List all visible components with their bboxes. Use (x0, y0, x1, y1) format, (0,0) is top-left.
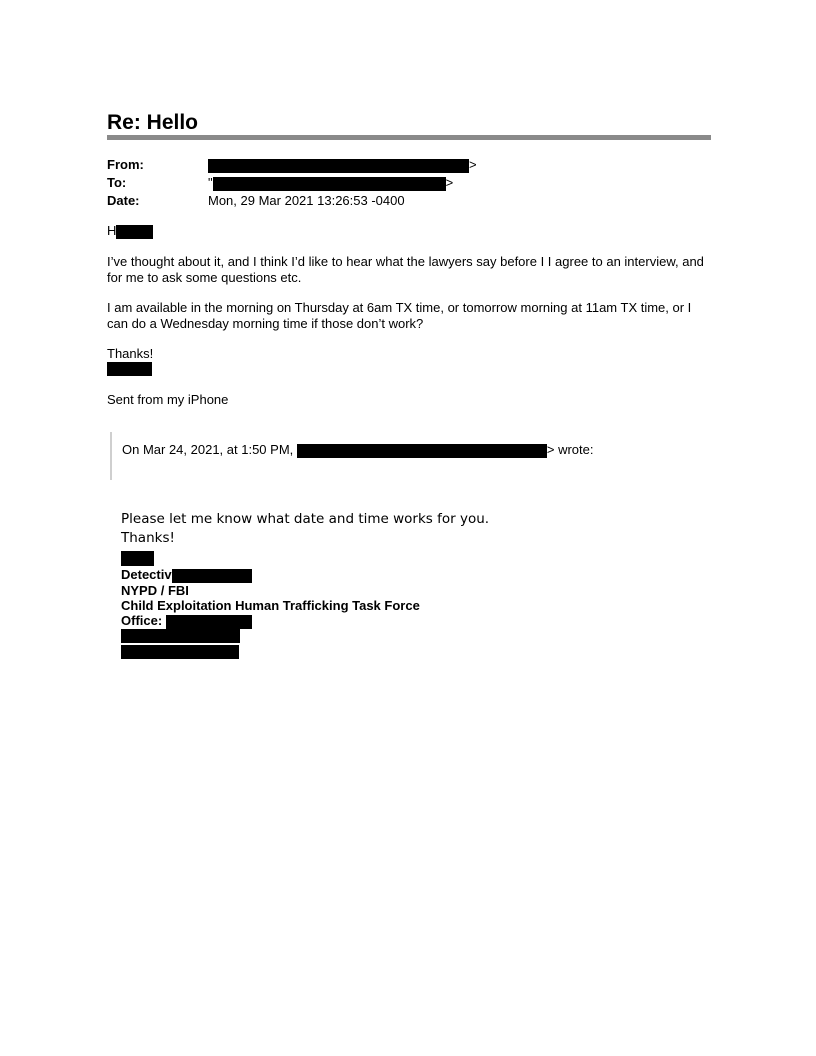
forwarded-message (121, 510, 489, 548)
redaction-bar (107, 362, 152, 376)
signature-agency: NYPD / FBI (121, 583, 189, 598)
date-value: Mon, 29 Mar 2021 13:26:53 -0400 (208, 193, 405, 208)
from-label: From: (107, 157, 144, 172)
redaction-bar (116, 225, 153, 239)
signature-office (121, 613, 252, 629)
sent-from-text: Sent from my iPhone (107, 392, 229, 407)
thanks-text: Thanks! (107, 346, 154, 361)
email-subject: Re: Hello (107, 111, 199, 134)
redaction-bar (297, 444, 547, 458)
redaction-bar (121, 645, 239, 659)
greeting (107, 223, 711, 239)
signature-unit: Child Exploitation Human Trafficking Task Force (121, 598, 420, 613)
redaction-bar (121, 629, 240, 643)
body-paragraph-2: I am available in the morning on Thursday at 6am TX time, or tomorrow morning at 11am TX time, or I can do a Wednesday morning time if those don’t work? (107, 300, 692, 331)
to-prefix: " (208, 175, 213, 190)
date-label: Date: (107, 193, 140, 208)
forwarded-line-1: Please let me know what date and time works for you. (121, 511, 490, 527)
office-label: Office: (121, 613, 163, 628)
quoted-intro-suffix: > wrote: (546, 442, 594, 457)
body-paragraph-1: I’ve thought about it, and I think I’d like to hear what the lawyers say before I I agree to an interview, and for me to ask some questions etc. (107, 254, 704, 285)
redaction-bar (166, 615, 252, 629)
quoted-intro (122, 442, 594, 458)
subject-divider (107, 135, 711, 140)
redaction-bar (121, 551, 154, 566)
redaction-bar (172, 569, 252, 583)
from-suffix: > (469, 157, 477, 172)
from-value (208, 157, 477, 173)
redaction-bar (208, 159, 469, 173)
redaction-bar (213, 177, 446, 191)
greeting-text: H (107, 223, 117, 238)
to-value (208, 175, 453, 191)
forwarded-line-2: Thanks! (121, 530, 175, 546)
quoted-intro-prefix: On Mar 24, 2021, at 1:50 PM, (122, 442, 294, 457)
to-suffix: > (445, 175, 454, 190)
signature-title (121, 567, 252, 583)
quoted-block (110, 432, 712, 480)
to-label: To: (107, 175, 127, 190)
signature-title-text: Detectiv (121, 567, 172, 582)
